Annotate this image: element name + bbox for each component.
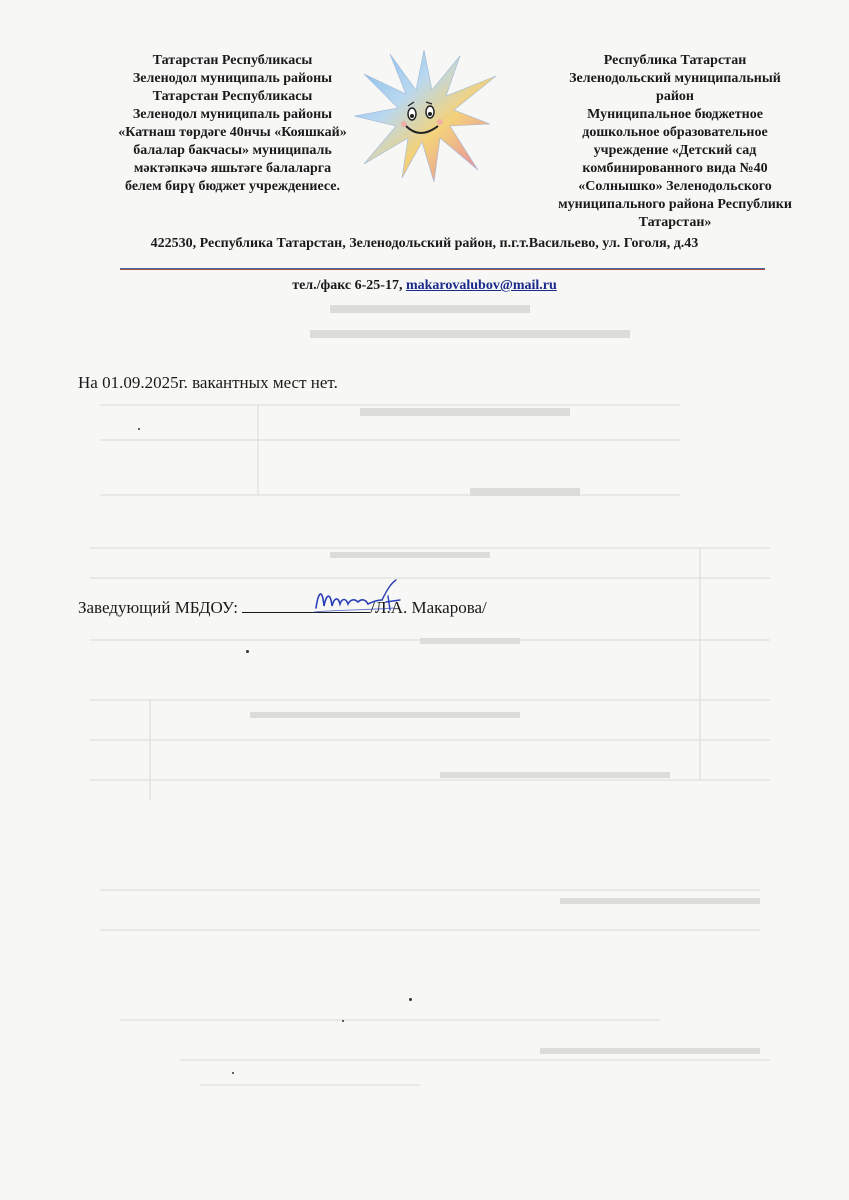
contact-line [0, 278, 849, 294]
header-right-line: Муниципальное бюджетное [587, 107, 763, 122]
phone-fax-label: тел./факс 6-25-17, [292, 278, 406, 293]
organization-address: 422530, Республика Татарстан, Зеленодольский район, п.г.т.Васильево, ул. Гоголя, д.43 [150, 236, 699, 251]
header-left-line: Зеленодол муниципаль районы [132, 71, 333, 86]
header-right-line: муниципального района Республики [558, 197, 792, 212]
sun-face-logo-icon [350, 46, 500, 186]
header-left-line: «Катнаш төрдәге 40нчы «Кояшкай» [118, 125, 347, 140]
header-right-line: «Солнышко» Зеленодольского [578, 179, 772, 194]
header-right-line: район [656, 89, 694, 104]
header-right-line: Татарстан» [638, 215, 712, 230]
header-right-line: комбинированного вида №40 [582, 161, 768, 176]
vacancy-statement: На 01.09.2025г. вакантных мест нет. [78, 373, 338, 392]
header-right-line: Республика Татарстан [603, 53, 747, 68]
header-left-line: Зеленодол муниципаль районы [132, 107, 333, 122]
scan-speck [342, 1020, 344, 1022]
email-link[interactable]: makarovalubov@mail.ru [405, 278, 557, 293]
header-right-line: Зеленодольский муниципальный [569, 71, 781, 86]
header-right-line: дошкольное образовательное [582, 125, 768, 140]
scan-speck [246, 650, 249, 653]
signatory-name: /Л.А. Макарова/ [370, 598, 487, 617]
header-left-line: мәктәпкәчә яшьтәге балаларга [133, 161, 332, 176]
header-right-line: учреждение «Детский сад [593, 143, 757, 158]
header-left-line: белем бирү бюджет учреждениесе. [125, 179, 340, 194]
signature-position-label: Заведующий МБДОУ: [78, 598, 243, 617]
signature-line [78, 598, 487, 618]
header-left-line: Татарстан Республикасы [152, 53, 313, 68]
header-left-line: Татарстан Республикасы [152, 89, 313, 104]
scan-speck [232, 1072, 234, 1074]
header-left-line: балалар бакчасы» муниципаль [133, 143, 332, 158]
header-tatar-block [70, 52, 395, 196]
scan-speck [138, 428, 140, 430]
handwritten-signature-icon [308, 576, 408, 622]
header-russian-block [530, 52, 820, 232]
header-divider [120, 268, 765, 270]
scan-speck [409, 998, 412, 1001]
